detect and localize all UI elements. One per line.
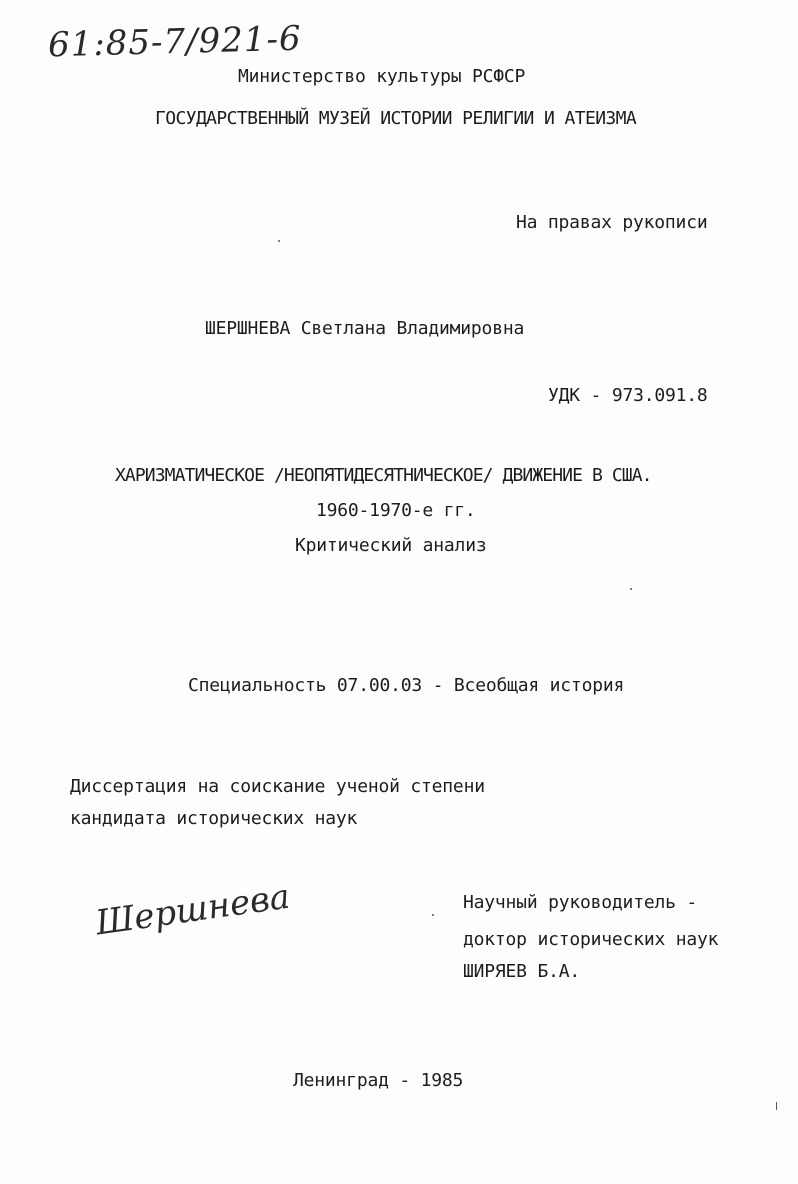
degree-line-2: кандидата исторических наук — [70, 808, 358, 829]
author-signature: Шершнева — [93, 876, 293, 944]
scan-speck — [630, 588, 632, 590]
place-and-year: Ленинград - 1985 — [293, 1070, 464, 1091]
supervisor-line-3: ШИРЯЕВ Б.А. — [463, 961, 581, 982]
archive-mark: 61:85-7/921-6 — [47, 18, 303, 66]
institution-name: ГОСУДАРСТВЕННЫЙ МУЗЕЙ ИСТОРИИ РЕЛИГИИ И АТЕИЗМА — [155, 108, 637, 129]
scan-speck — [278, 240, 280, 242]
supervisor-line-1: Научный руководитель - — [463, 892, 698, 913]
specialty: Специальность 07.00.03 - Всеобщая история — [188, 675, 625, 696]
udc-code: УДК - 973.091.8 — [548, 385, 708, 406]
degree-line-1: Диссертация на соискание ученой степени — [70, 776, 485, 797]
scan-speck — [432, 914, 434, 916]
rights-notice: На правах рукописи — [516, 212, 708, 233]
title-line-1: ХАРИЗМАТИЧЕСКОЕ /НЕОПЯТИДЕСЯТНИЧЕСКОЕ/ ДВИЖЕНИЕ В США. — [115, 465, 652, 486]
author-name: ШЕРШНЕВА Светлана Владимировна — [205, 318, 525, 339]
title-line-2: 1960-1970-е гг. — [316, 500, 476, 521]
supervisor-line-2: доктор исторических наук — [463, 929, 719, 950]
scan-speck — [776, 1102, 777, 1110]
title-line-3: Критический анализ — [295, 535, 487, 556]
ministry-name: Министерство культуры РСФСР — [238, 66, 526, 87]
